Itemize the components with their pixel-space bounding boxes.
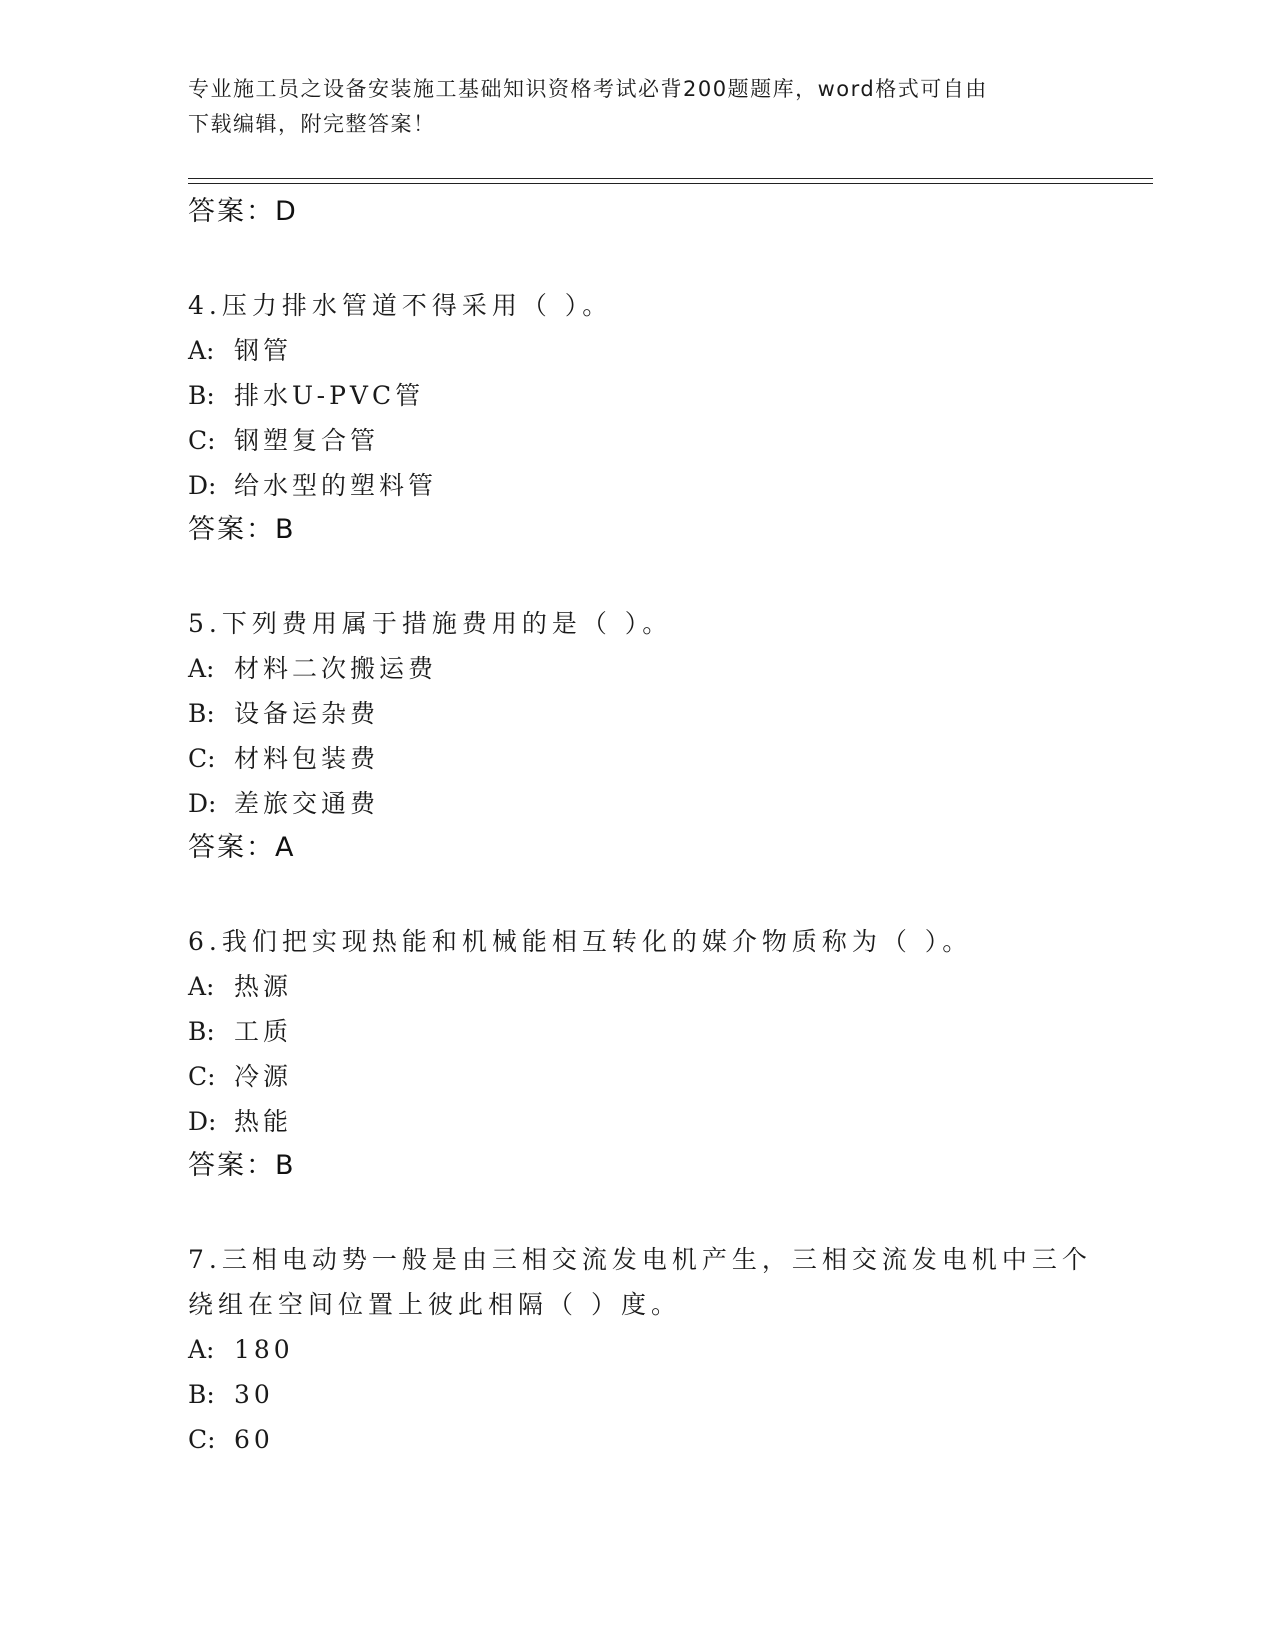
option-label: C: [188, 744, 216, 773]
option-b [188, 691, 1108, 736]
option-label: B: [188, 381, 215, 410]
question-text: 4.压力排水管道不得采用（ ）。 [188, 291, 613, 320]
option-text: 30 [234, 1380, 274, 1409]
question-text: 6.我们把实现热能和机械能相互转化的媒介物质称为（ ）。 [188, 927, 973, 956]
option-label: B: [188, 699, 215, 728]
option-d [188, 463, 1108, 508]
question-4 [188, 283, 1108, 328]
option-c [188, 736, 1108, 781]
option-label: A: [188, 972, 215, 1001]
answer-line: 答案：D [188, 196, 298, 227]
option-c [188, 418, 1108, 463]
option-text: 差旅交通费 [234, 789, 380, 818]
answer-line: 答案：B [188, 514, 296, 545]
option-text: 材料二次搬运费 [234, 654, 438, 683]
option-b [188, 1009, 1108, 1054]
question-text-line-1: 7.三相电动势一般是由三相交流发电机产生，三相交流发电机中三个 [188, 1245, 1092, 1274]
question-6 [188, 919, 1108, 964]
option-c [188, 1417, 1108, 1462]
option-text: 热源 [234, 972, 293, 1001]
option-label: C: [188, 1425, 216, 1454]
option-d [188, 781, 1108, 826]
header-divider-bottom [188, 183, 1153, 184]
option-a [188, 1327, 1108, 1372]
option-d [188, 1099, 1108, 1144]
option-text: 排水U-PVC管 [234, 381, 425, 410]
question-7 [188, 1237, 1108, 1327]
option-text: 60 [234, 1425, 274, 1454]
option-text: 工质 [234, 1017, 293, 1046]
header-line-2: 下载编辑，附完整答案！ [188, 112, 436, 136]
option-label: A: [188, 336, 215, 365]
option-b [188, 1372, 1108, 1417]
option-a [188, 646, 1108, 691]
header-divider-top [188, 178, 1153, 179]
option-label: C: [188, 426, 216, 455]
option-label: D: [188, 1107, 217, 1136]
answer-line: 答案：B [188, 1150, 296, 1181]
option-label: B: [188, 1380, 215, 1409]
option-a [188, 964, 1108, 1009]
questions-content [188, 190, 1108, 1462]
option-label: B: [188, 1017, 215, 1046]
option-text: 钢管 [234, 336, 293, 365]
question-text: 5.下列费用属于措施费用的是（ ）。 [188, 609, 673, 638]
option-b [188, 373, 1108, 418]
option-label: A: [188, 1335, 215, 1364]
question-5 [188, 601, 1108, 646]
option-text: 热能 [234, 1107, 293, 1136]
option-text: 钢塑复合管 [234, 426, 380, 455]
header-line-1: 专业施工员之设备安装施工基础知识资格考试必背200题题库，word格式可自由 [188, 77, 988, 101]
option-label: C: [188, 1062, 216, 1091]
option-text: 冷源 [234, 1062, 293, 1091]
option-a [188, 328, 1108, 373]
option-text: 给水型的塑料管 [234, 471, 438, 500]
option-label: A: [188, 654, 215, 683]
option-label: D: [188, 789, 217, 818]
answer-line: 答案：A [188, 832, 296, 863]
option-label: D: [188, 471, 217, 500]
question-text-line-2: 绕组在空间位置上彼此相隔（ ）度。 [188, 1290, 681, 1319]
option-c [188, 1054, 1108, 1099]
option-text: 材料包装费 [234, 744, 380, 773]
option-text: 180 [234, 1335, 294, 1364]
option-text: 设备运杂费 [234, 699, 380, 728]
document-header [188, 72, 1068, 142]
